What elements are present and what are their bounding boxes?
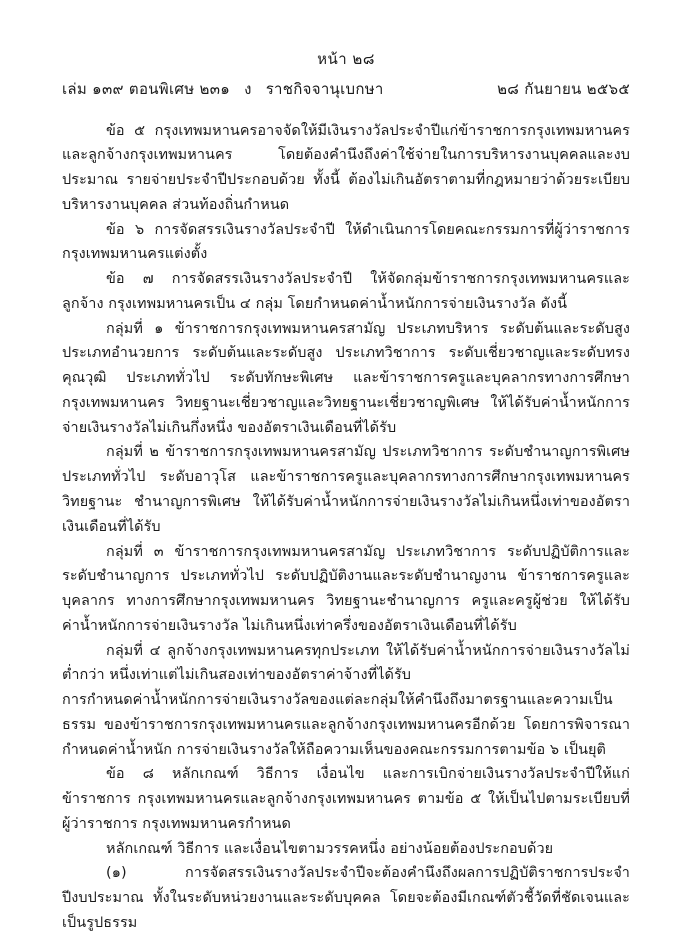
body-paragraph: ข้อ ๕ กรุงเทพมหานครอาจจัดให้มีเงินรางวัลประจำปีแก่ข้าราชการกรุงเทพมหานคร และลูกจ้างกรุงเทพมหานคร โดยต้องคำนึงถึงค่าใช้จ่ายในการบริหารงานบุคคลและงบประมาณ รายจ่ายประจำปีประกอบด้วย ทั้งนี้ ต้องไม่เกินอัตราตามที่กฎหมายว่าด้วยระเบียบบริหารงานบุคคล ส่วนท้องถิ่นกำหนด: [62, 122, 630, 213]
body-paragraph: (๑) การจัดสรรเงินรางวัลประจำปีจะต้องคำนึงถึงผลการปฏิบัติราชการประจำปีงบประมาณ ทั้งในระดับหน่วยงานและระดับบุคคล โดยจะต้องมีเกณฑ์ตัวชี้วัดที่ชัดเจนและเป็นรูปธรรม: [62, 865, 630, 931]
gazette-title: ราชกิจจานุเบกษา: [265, 79, 384, 98]
volume-label: เล่ม ๑๓๙ ตอนพิเศษ ๒๓๑: [62, 79, 231, 98]
section-label: ง: [244, 79, 252, 98]
page-number-label: หน้า ๒๘: [317, 50, 375, 68]
body-paragraph: การกำหนดค่าน้ำหนักการจ่ายเงินรางวัลของแต่ละกลุ่มให้คำนึงถึงมาตรฐานและความเป็นธรรม ของข้าราชการกรุงเทพมหานครและลูกจ้างกรุงเทพมหานครอีกด้วย โดยการพิจารณากำหนดค่าน้ำหนัก การจ่ายเงินรางวัลให้ถือความเห็นของคณะกรรมการตามข้อ ๖ เป็นยุติ: [62, 692, 630, 758]
body-paragraph: หลักเกณฑ์ วิธีการ และเงื่อนไขตามวรรคหนึ่ง อย่างน้อยต้องประกอบด้วย: [106, 840, 554, 857]
body-paragraph: กลุ่มที่ ๒ ข้าราชการกรุงเทพมหานครสามัญ ประเภทวิชาการ ระดับชำนาญการพิเศษ ประเภททั่วไป ระดับอาวุโส และข้าราชการครูและบุคลากรทางการศึกษากรุงเทพมหานคร วิทยฐานะ ชำนาญการพิเศษ ให้ได้รับค่าน้ำหนักการจ่ายเงินรางวัลไม่เกินหนึ่งเท่าของอัตราเงินเดือนที่ได้รับ: [62, 444, 630, 535]
body-paragraph: ข้อ ๖ การจัดสรรเงินรางวัลประจำปี ให้ดำเนินการโดยคณะกรรมการที่ผู้ว่าราชการ กรุงเทพมหานครแต่งตั้ง: [62, 221, 630, 263]
body-paragraph: ข้อ ๘ หลักเกณฑ์ วิธีการ เงื่อนไข และการเบิกจ่ายเงินรางวัลประจำปีให้แก่ข้าราชการ กรุงเทพมหานครและลูกจ้างกรุงเทพมหานคร ตามข้อ ๕ ให้เป็นไปตามระเบียบที่ผู้ว่าราชการ กรุงเทพมหานครกำหนด: [62, 766, 630, 832]
body-paragraph: กลุ่มที่ ๓ ข้าราชการกรุงเทพมหานครสามัญ ประเภทวิชาการ ระดับปฏิบัติการและ ระดับชำนาญการ ประเภททั่วไป ระดับปฏิบัติงานและระดับชำนาญงาน ข้าราชการครูและบุคลากร ทางการศึกษากรุงเทพมหานคร วิทยฐานะชำนาญการ ครูและครูผู้ช่วย ให้ได้รับค่าน้ำหนักการจ่ายเงินรางวัล ไม่เกินหนึ่งเท่าครึ่งของอัตราเงินเดือนที่ได้รับ: [62, 543, 630, 634]
body-paragraph: กลุ่มที่ ๔ ลูกจ้างกรุงเทพมหานครทุกประเภท ให้ได้รับค่าน้ำหนักการจ่ายเงินรางวัลไม่ต่ำกว่า หนึ่งเท่าแต่ไม่เกินสองเท่าของอัตราค่าจ้างที่ได้รับ: [62, 642, 630, 684]
header-meta-row: [62, 77, 630, 101]
page-header: [62, 48, 630, 101]
body-paragraph: ข้อ ๗ การจัดสรรเงินรางวัลประจำปี ให้จัดกลุ่มข้าราชการกรุงเทพมหานครและลูกจ้าง กรุงเทพมหานครเป็น ๔ กลุ่ม โดยกำหนดค่าน้ำหนักการจ่ายเงินรางวัล ดังนี้: [62, 271, 630, 312]
body-paragraph: กลุ่มที่ ๑ ข้าราชการกรุงเทพมหานครสามัญ ประเภทบริหาร ระดับต้นและระดับสูง ประเภทอำนวยการ ระดับต้นและระดับสูง ประเภทวิชาการ ระดับเชี่ยวชาญและระดับทรงคุณวุฒิ ประเภททั่วไป ระดับทักษะพิเศษ และข้าราชการครูและบุคลากรทางการศึกษากรุงเทพมหานคร วิทยฐานะเชี่ยวชาญและวิทยฐานะเชี่ยวชาญพิเศษ ให้ได้รับค่าน้ำหนักการจ่ายเงินรางวัลไม่เกินกึ่งหนึ่ง ของอัตราเงินเดือนที่ได้รับ: [62, 320, 630, 436]
document-body: [62, 119, 630, 936]
publication-date: ๒๘ กันยายน ๒๕๖๕: [497, 79, 630, 98]
